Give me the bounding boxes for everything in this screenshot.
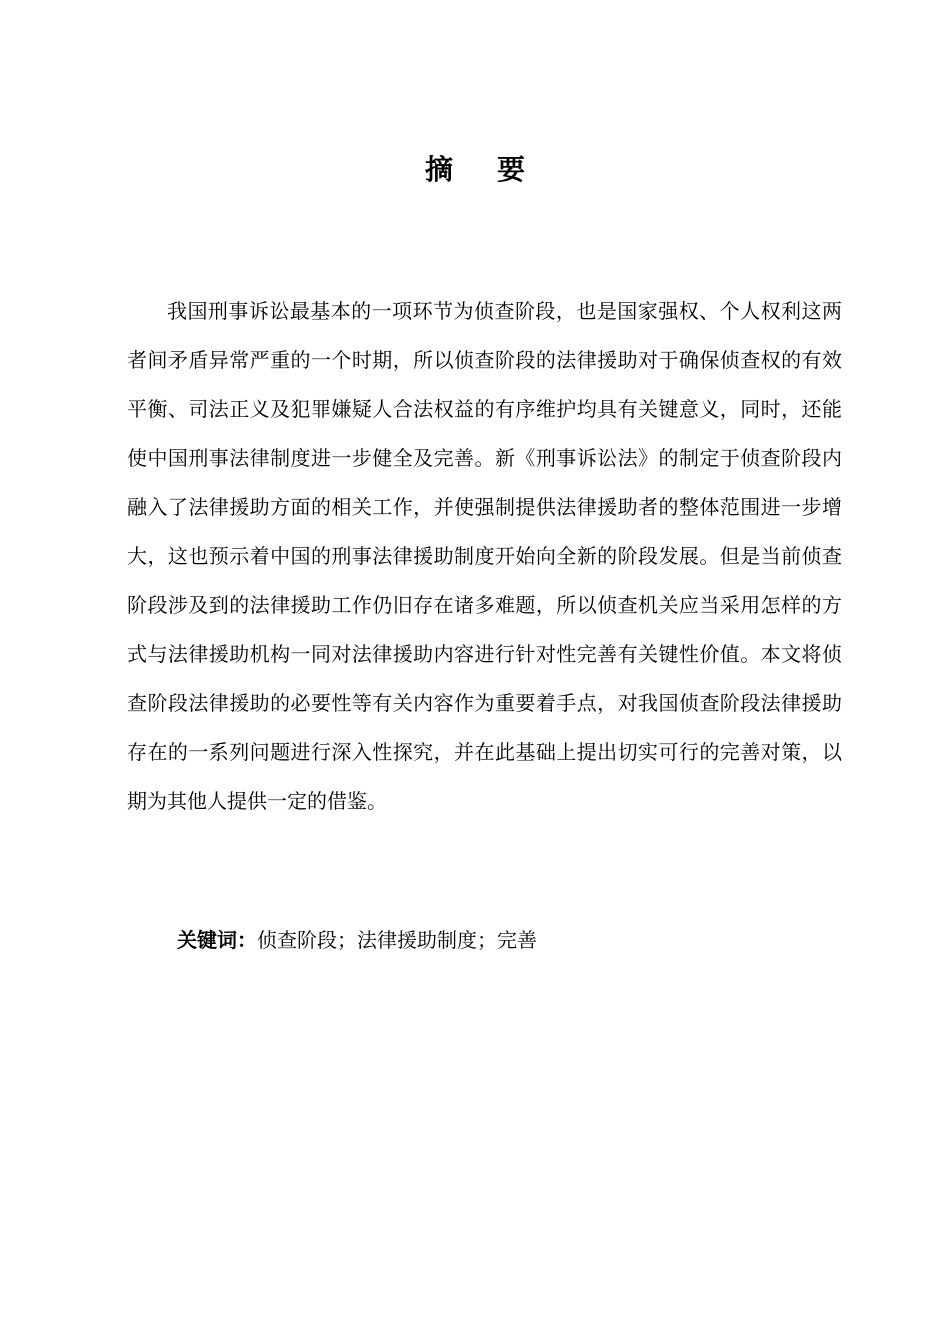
abstract-paragraph: 我国刑事诉讼最基本的一项环节为侦查阶段，也是国家强权、个人权利这两者间矛盾异常严重的一个时期，所以侦查阶段的法律援助对于确保侦查权的有效平衡、司法正义及犯罪嫌疑人合法权益的有序维护均具有关键意义，同时，还能使中国刑事法律制度进一步健全及完善。新《刑事诉讼法》的制定于侦查阶段内融入了法律援助方面的相关工作，并使强制提供法律援助者的整体范围进一步增大，这也预示着中国的刑事法律援助制度开始向全新的阶段发展。但是当前侦查阶段涉及到的法律援助工作仍旧存在诸多难题，所以侦查机关应当采用怎样的方式与法律援助机构一同对法律援助内容进行针对性完善有关键性价值。本文将侦查阶段法律援助的必要性等有关内容作为重要着手点，对我国侦查阶段法律援助存在的一系列问题进行深入性探究，并在此基础上提出切实可行的完善对策，以期为其他人提供一定的借鉴。 [127, 299, 842, 813]
keywords-line [177, 918, 537, 962]
keywords-label: 关键词： [177, 928, 257, 952]
page-title [0, 150, 950, 190]
title-char-2: 要 [497, 153, 526, 186]
keywords-text: 侦查阶段；法律援助制度；完善 [257, 928, 537, 952]
title-char-1: 摘 [424, 153, 453, 186]
